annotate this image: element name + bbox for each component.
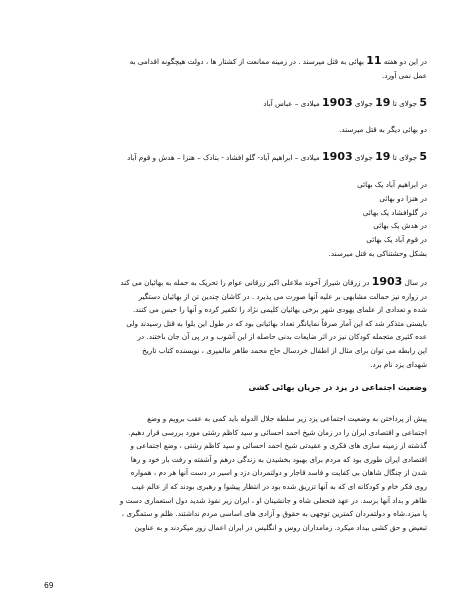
number-11: 11	[366, 54, 382, 67]
text-run: جولای	[352, 153, 376, 162]
section-title: وضعیت اجتماعی در یزد در جریان بهائی کشی	[248, 383, 427, 392]
event-heading	[42, 96, 427, 111]
text-line: شده و تعدادی از علمای یهودی شهر برخی بهائیان کلیمی نژاد را تکفیر کرده و آنها را حبس می کنند.	[132, 305, 427, 315]
event-heading	[42, 150, 427, 165]
text-line: بایستی متذکر شد که این آمار صرفاً نمایانگر تعداد بهائیانی بود که در طول این بلوا به قتل رسیدند ولی	[126, 318, 427, 328]
text-line: پا میزد.شاه و دولتمردان کمترین توجهی به حقوق و آزادی های اساسی مردم نداشتند. ظلم و ستمگری ،	[121, 509, 427, 519]
list-item: در ابراهیم آباد یک بهائی	[357, 180, 427, 189]
list-item: بشکل وحشتناکی به قتل میرسند.	[328, 248, 427, 258]
text-line	[42, 54, 427, 69]
text-line: عمل نمی آورد.	[381, 70, 427, 80]
number: 1903	[371, 275, 403, 288]
text-line: پیش از پرداختن به وضعیت اجتماعی یزد زیر سلطه جلال الدوله باید کمی به عقب برویم و وضع	[147, 414, 427, 423]
text-run: میلادی – ابراهیم آباد- گلو افشاد - بنادک – هنزا – هدش و قوم آباد	[127, 153, 323, 162]
number: 5	[419, 150, 427, 163]
text-line: روی فکر خام و کودکانه ای که به آنها تزریق شده بود در انتظار پیشوا و رهبری بودند که از عالم غیب	[131, 481, 427, 491]
text-line	[42, 275, 427, 290]
number: 19	[375, 96, 391, 109]
text-line: اقتصادی ایران طوری بود که مردم برای بهبود بخشیدن به زندگی درهم و آشفته و رفت بار خود و رها	[130, 454, 427, 464]
paragraph-zarghan	[42, 275, 427, 371]
list-item: در هدش یک بهائی	[373, 221, 427, 231]
casualty-list	[42, 178, 427, 261]
text-line: تبعیض و حق کشی بیداد میکرد. زمامداران روس و انگلیس در ایران اعمال زور میکردند و به عناوین	[134, 522, 427, 532]
paragraph-opening	[42, 54, 427, 82]
text-line: دو بهائی دیگر به قتل میرسند.	[339, 125, 427, 134]
text-run: در این دو هفته	[381, 57, 427, 66]
number: 19	[375, 150, 391, 163]
list-item: در قوم آباد یک بهائی	[366, 235, 427, 245]
text-run: بهائی به قتل میرسند . در زمینه ممانعت از کشتار ها ، دولت هیچگونه اقدامی به	[129, 57, 367, 66]
number: 1903	[322, 96, 353, 109]
text-line: ظاهر و بداد آنها برسد. در عهد فتحعلی شاه و جانشینان او ، ایران زیر نفوذ شدید دول استعماری دست و	[119, 495, 427, 505]
text-line: اجتماعی و اقتصادی ایران را در زمان شیخ احمد احسائی و سید کاظم رشتی مورد بررسی قرار دهیم.	[128, 427, 427, 437]
text-run: در زرقان شیراز آخوند ملاعلی اکبر زرقانی عوام را تحریک به حمله به بهائیان می کند	[120, 278, 372, 287]
list-item: در هنزا دو بهائی	[379, 193, 427, 203]
paragraph-social-status	[42, 412, 427, 534]
text-line: این رابطه می توان برای مثال از اطفال خردسال حاج محمد طاهر مالمیری ، نویسنده کتاب تاریخ	[142, 345, 427, 355]
number: 5	[419, 96, 427, 109]
section-heading	[42, 383, 427, 392]
event-abbasabad-detail	[42, 123, 427, 137]
text-run: جولای	[352, 99, 376, 108]
event-abbasabad	[42, 96, 427, 111]
list-item: در گلوافشاد یک بهائی	[362, 207, 427, 217]
text-run: جولای تا	[390, 99, 420, 108]
event-ebrahimabad	[42, 150, 427, 165]
text-run: جولای تا	[390, 153, 420, 162]
text-run: میلادی – عباس آباد	[263, 99, 323, 108]
text-run: در سال	[402, 278, 427, 287]
text-line: عده کثیری متجمله کودکان نیز در اثر ضایعات بدنی حاصله از این آشوب و در پی آن جان باختند. در	[137, 332, 427, 342]
number: 1903	[322, 150, 353, 163]
text-line: گذشته از زمینه سازی های فکری و عقیدتی شیخ احمد احسائی و سید کاظم رشتی ، وضع اجتماعی و	[130, 441, 427, 451]
text-line: شدن از چنگال شاهان بی کفایت و فاسد قاجار و دولتمردان دزد و اسیر در دست آنها هر دم ، همواره	[130, 468, 427, 478]
text-line: شهدای یزد نام برد.	[370, 359, 427, 369]
text-line: در زواره نیز حمالت مشابهی بر علیه آنها صورت می پذیرد . در کاشان چندین تن از بهائیان دستگیر	[138, 291, 427, 301]
page-number: 69	[44, 581, 54, 590]
